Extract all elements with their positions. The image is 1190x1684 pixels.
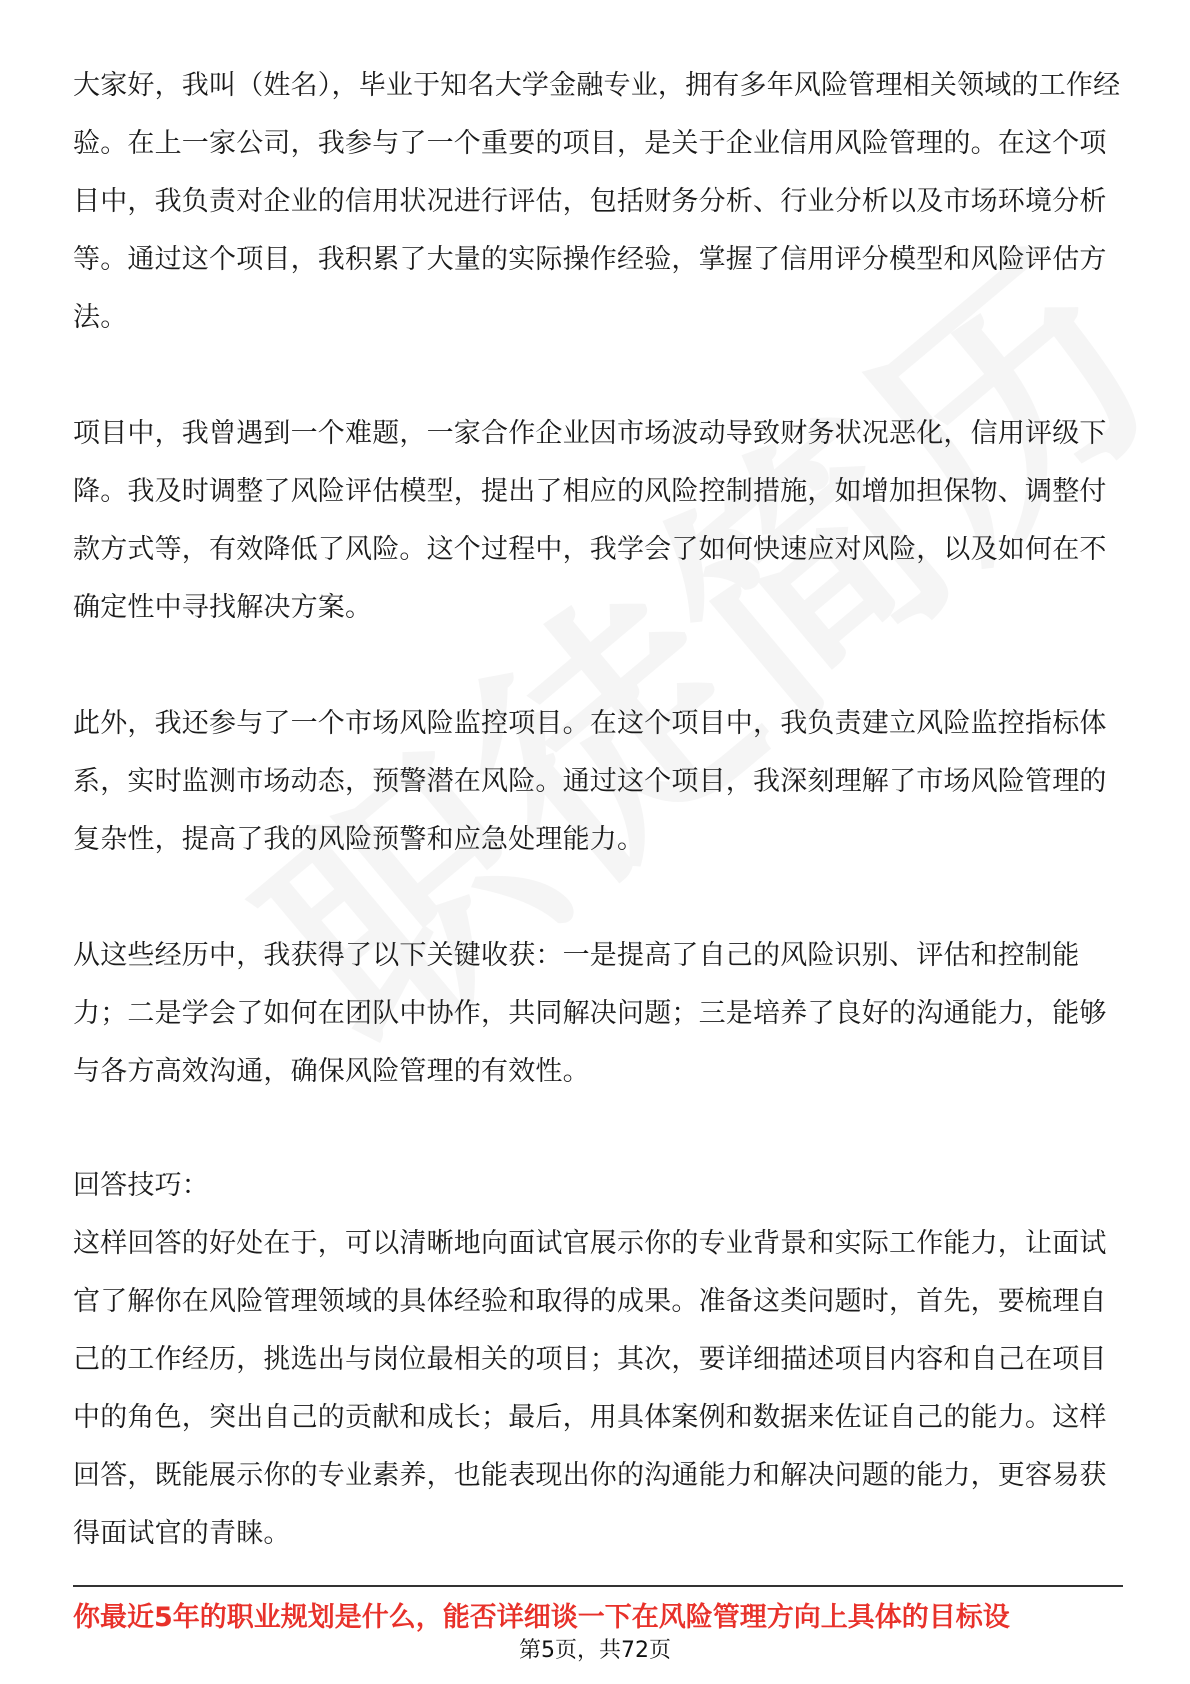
paragraph-takeaways: 从这些经历中，我获得了以下关键收获：一是提高了自己的风险识别、评估和控制能力；二是学会了如何在团队中协作，共同解决问题；三是培养了良好的沟通能力，能够与各方高效沟通，确保风险管理的有效性。 [73,940,1107,1087]
answer-body [73,57,1123,1563]
paragraph-spacer [73,637,1123,695]
paragraph-spacer [73,869,1123,927]
next-question-heading: 你最近5年的职业规划是什么，能否详细谈一下在风险管理方向上具体的目标设 [73,1602,1010,1633]
section-divider [73,1585,1123,1587]
paragraph-challenge: 项目中，我曾遇到一个难题，一家合作企业因市场波动导致财务状况恶化，信用评级下降。我及时调整了风险评估模型，提出了相应的风险控制措施，如增加担保物、调整付款方式等，有效降低了风险。这个过程中，我学会了如何快速应对风险，以及如何在不确定性中寻找解决方案。 [73,418,1107,623]
paragraph-spacer [73,1101,1123,1157]
tips-heading: 回答技巧： [73,1170,209,1201]
paragraph-tips: 这样回答的好处在于，可以清晰地向面试官展示你的专业背景和实际工作能力，让面试官了解你在风险管理领域的具体经验和取得的成果。准备这类问题时，首先，要梳理自己的工作经历，挑选出与岗位最相关的项目；其次，要详细描述项目内容和自己在项目中的角色，突出自己的贡献和成长；最后，用具体案例和数据来佐证自己的能力。这样回答，既能展示你的专业素养，也能表现出你的沟通能力和解决问题的能力，更容易获得面试官的青睐。 [73,1228,1107,1549]
paragraph-spacer [73,347,1123,405]
paragraph-intro: 大家好，我叫（姓名），毕业于知名大学金融专业，拥有多年风险管理相关领域的工作经验。在上一家公司，我参与了一个重要的项目，是关于企业信用风险管理的。在这个项目中，我负责对企业的信用状况进行评估，包括财务分析、行业分析以及市场环境分析等。通过这个项目，我积累了大量的实际操作经验，掌握了信用评分模型和风险评估方法。 [73,70,1121,333]
page-number: 第5页，共72页 [519,1638,671,1663]
paragraph-market-risk: 此外，我还参与了一个市场风险监控项目。在这个项目中，我负责建立风险监控指标体系，实时监测市场动态，预警潜在风险。通过这个项目，我深刻理解了市场风险管理的复杂性，提高了我的风险预警和应急处理能力。 [73,708,1107,855]
